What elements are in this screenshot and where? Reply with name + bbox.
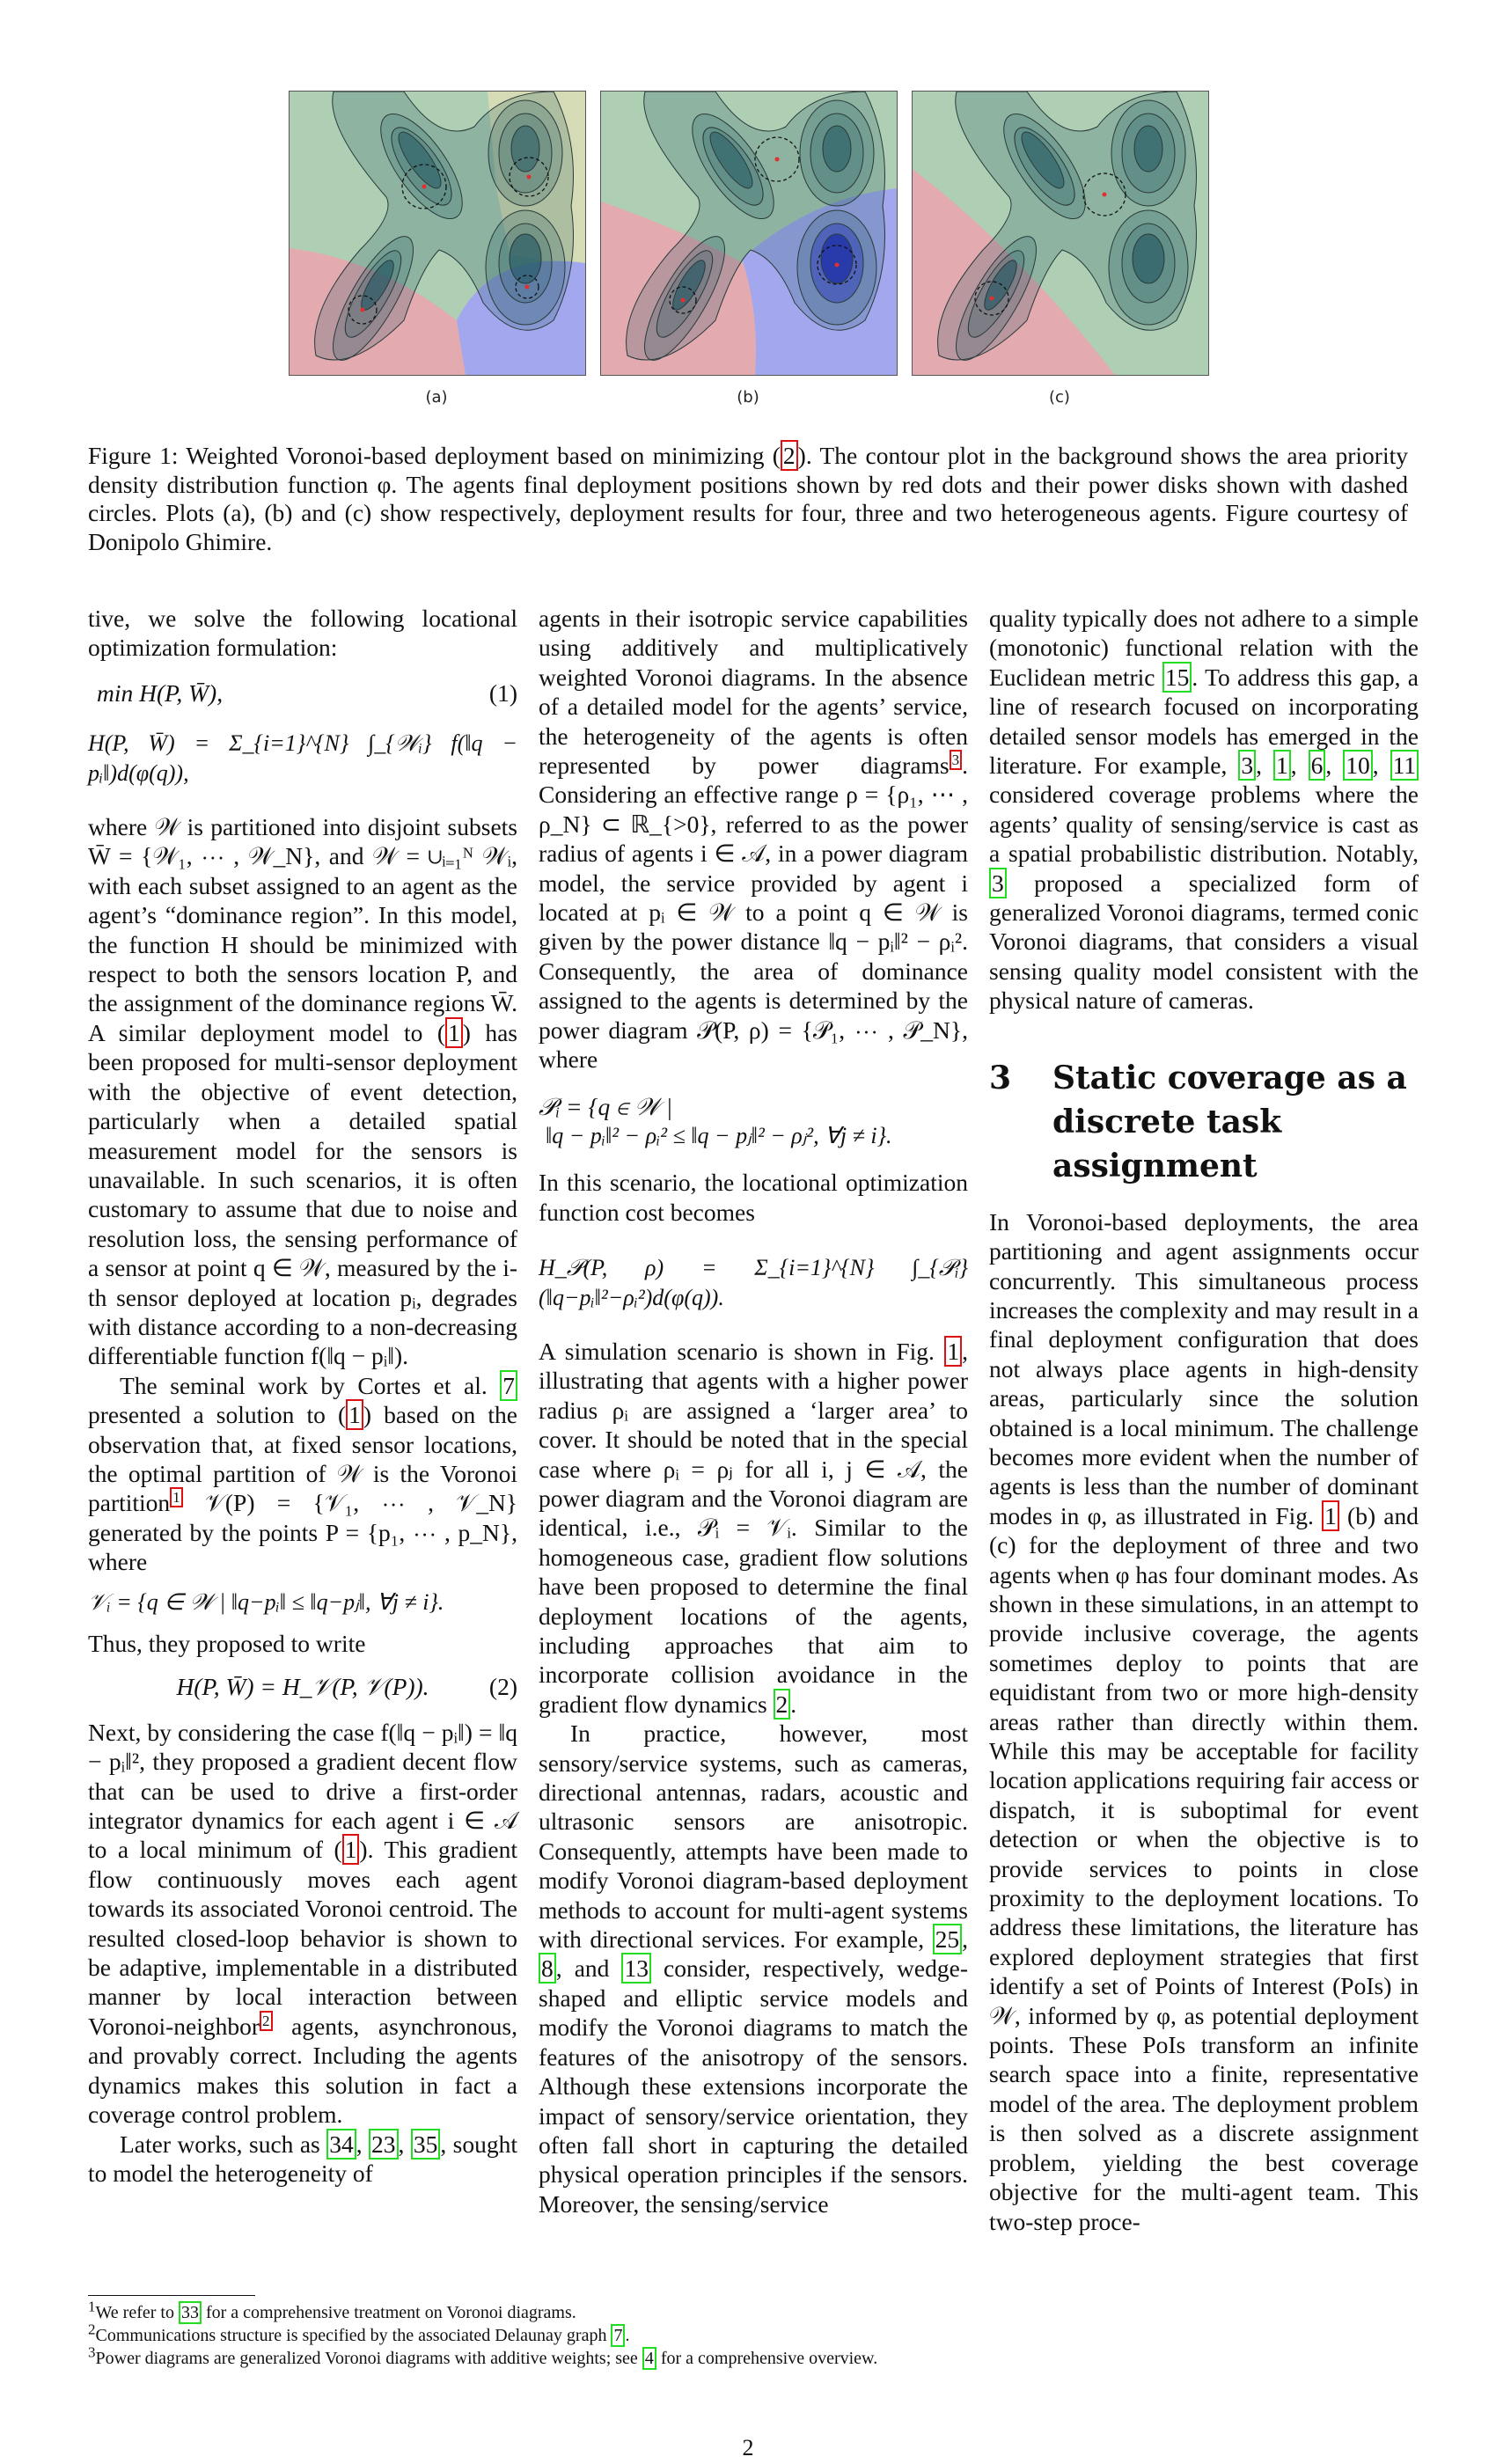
section-heading: [989, 1056, 1419, 1188]
citation-link[interactable]: 2: [774, 1689, 791, 1720]
paragraph: [88, 1718, 517, 2130]
footnote-number: 3: [88, 2343, 96, 2361]
equation-voronoi: 𝒱ᵢ = {q ∈ 𝒲 | ‖q−pᵢ‖ ≤ ‖q−pⱼ‖, ∀j ≠ i}.: [88, 1588, 444, 1615]
equation-ref-link[interactable]: 1: [445, 1017, 463, 1048]
text: In practice, however, most sensory/service systems, such as cameras, directional antennas, radars, acoustic and ultrasonic sensors are anisotropic. Consequently, attempts have been made to modify Voronoi diagram-based deployment methods to account for multi-agent systems with directional services. For example,: [539, 1720, 968, 1954]
footnote-divider: [88, 2295, 255, 2296]
footnote-number: 2: [88, 2321, 96, 2338]
text: .: [790, 1690, 797, 1718]
contour-plot-c: [913, 92, 1208, 375]
equation-power-cell: [539, 1092, 968, 1151]
equation-number: (1): [488, 678, 517, 707]
citation-link[interactable]: 7: [500, 1370, 517, 1401]
paragraph: Thus, they proposed to write: [88, 1630, 366, 1657]
footnote-1: [88, 2298, 1408, 2324]
text: for a comprehensive treatment on Voronoi diagrams.: [201, 2303, 576, 2322]
citation-link[interactable]: 1: [1273, 750, 1291, 781]
footnote-link[interactable]: 3: [950, 750, 963, 770]
text: quality typically does not adhere to a simple (monotonic) functional relation with the Euclidean metric: [989, 605, 1419, 691]
caption-text: ). The contour plot in the background shows the area priority density distribution function φ. The agents final deployment positions shown by red dots and their power disks shown with dashed circles. Plots (a), (b) and (c) show respectively, deployment results for four, three and two heterogeneous agents. Figure courtesy of Donipolo Ghimire.: [88, 442, 1408, 555]
text: We refer to: [95, 2303, 179, 2322]
citation-link[interactable]: 11: [1390, 750, 1419, 781]
panel-label-b: (b): [737, 388, 759, 407]
section-number: 3: [989, 1059, 1012, 1096]
equation-text: 𝒫ᵢ = {q ∈ 𝒲 |: [539, 1092, 673, 1120]
panel-label-a: (a): [425, 388, 448, 407]
text: , illustrating that agents with a higher power radius ρᵢ are assigned a ‘larger area’ to cover. It should be noted that in the special case where ρᵢ = ρⱼ for all i, j ∈ 𝒜, the power diagram and the Voronoi diagram are identical, i.e., 𝒫ᵢ = 𝒱ᵢ. Similar to the homogeneous case, gradient flow solutions have been proposed to determine the final deployment locations of the agents, including approaches that aim to incorporate collision avoidance in the gradient flow dynamics: [539, 1337, 968, 1718]
paragraph: tive, we solve the following locational optimization formulation:: [88, 605, 517, 662]
text: ). This gradient flow continuously moves each agent towards its associated Voronoi centroid. The resulted closed-loop behavior is shown to be adaptive, implementable in a distributed manner by local interaction between Voronoi-neighbor: [88, 1836, 517, 2040]
text: considered coverage problems where the agents’ quality of sensing/service is cast as a spatial probabilistic distribution. Notably,: [989, 781, 1419, 868]
text: .: [625, 2326, 630, 2345]
page-number: 2: [742, 2435, 754, 2460]
citation-link[interactable]: 8: [539, 1953, 556, 1984]
equation-text: H(P, W̄) = H_𝒱(P, 𝒱(P)).: [176, 1673, 429, 1701]
equation-text: ‖q − pᵢ‖² − ρᵢ² ≤ ‖q − pⱼ‖² − ρⱼ², ∀j ≠ i}.: [546, 1122, 892, 1148]
text: (b) and (c) for the deployment of three and two agents when φ has four dominant modes. As shown in these simulations, in an attempt to provide inclusive coverage, the agents sometimes deploy to points that are equidistant from two or more high-density areas rather than directly within them. While this may be acceptable for facility location applications requiring fair access or dispatch, it is suboptimal for event detection or when the objective is to provide services to points in close proximity to the deployment locations. To address these limitations, the literature has explored deployment strategies that first identify a set of Points of Interest (PoIs) in 𝒲, informed by φ, as potential deployment points. These PoIs transform an infinite search space into a finite, representative model of the area. The deployment problem is then solved as a discrete assignment problem, yielding the best coverage objective for the multi-agent team. This two-step proce-: [989, 1501, 1419, 2235]
text: In Voronoi-based deployments, the area partitioning and agent assignments occur concurrently. This simultaneous process increases the complexity and may result in a final deployment configuration that does not always place agents in high-density areas, particularly since the solution obtained is a local minimum. The challenge becomes more evident when the number of agents is less than the number of dominant modes in φ, as illustrated in Fig.: [989, 1207, 1419, 1529]
citation-link[interactable]: 34: [326, 2129, 356, 2160]
footnote-link[interactable]: 2: [260, 2011, 273, 2031]
equation-text: min H(P, W̄),: [97, 678, 224, 707]
equation-ref-link[interactable]: 1: [346, 1399, 363, 1430]
citation-link[interactable]: 13: [621, 1953, 651, 1984]
equation-number: (2): [488, 1673, 517, 1701]
text: Next, by considering the case f(‖q − pᵢ‖) = ‖q − pᵢ‖², they proposed a gradient decent flow that can be used to drive a first-order integrator dynamics for each agent i ∈ 𝒜 to a local minimum of (: [88, 1718, 517, 1864]
text: A simulation scenario is shown in Fig.: [539, 1337, 945, 1365]
footnote-link[interactable]: 1: [170, 1487, 183, 1507]
paragraph: [539, 604, 968, 1074]
text: proposed a specialized form of generalized Voronoi diagrams, termed conic Voronoi diagrams, that considers a visual sensing quality model consistent with the physical nature of cameras.: [989, 869, 1419, 1015]
citation-link[interactable]: 3: [1238, 750, 1256, 781]
equation-2: [88, 1672, 517, 1701]
citation-link[interactable]: 3: [989, 868, 1007, 898]
figure-panel-a: [289, 91, 586, 376]
paragraph: [539, 1719, 968, 2218]
text-column-3: [989, 604, 1419, 2236]
section-title: Static coverage as a discrete task assignment: [1052, 1059, 1407, 1184]
figure-ref-link[interactable]: 1: [1322, 1500, 1339, 1531]
footnotes: [88, 2298, 1408, 2371]
footnote-2: [88, 2321, 1408, 2347]
paragraph: Later works, such as 34 , 23 , 35 , sought to model the heterogeneity of: [88, 2130, 518, 2187]
text: , and: [555, 1954, 622, 1983]
paragraph: quality typically does not adhere to a simple (monotonic) functional relation with the Euclidean metric 15 . To address this gap, a line of research focused on incorporating detailed sensor models has emerged in the literature. For example, 3 , 1 , 6 , 10 , 11 considered coverage problems where the agents’ quality of sensing/service is cast as a spatial probabilistic distribution. Notably, 3 proposed a specialized form of generalized Voronoi diagrams, termed conic Voronoi diagrams, that considers a visual sensing quality model consistent with the physical nature of cameras.: [989, 605, 1419, 1015]
text: The seminal work by Cortes et al.: [120, 1371, 501, 1399]
citation-link[interactable]: 25: [933, 1924, 963, 1954]
equation-ref-link[interactable]: 1: [342, 1834, 360, 1865]
text: , sought to model the heterogeneity of: [88, 2130, 518, 2187]
paragraph: [88, 1371, 517, 1577]
citation-link[interactable]: 15: [1162, 662, 1192, 693]
paragraph: [88, 812, 517, 1371]
figure-panel-b: [600, 91, 898, 376]
equation-text: H(P, W̄) = Σ_{i=1}^{N} ∫_{𝒲ᵢ} f(‖q − pᵢ‖)d(φ(q)),: [88, 730, 517, 786]
text: for a comprehensive overview.: [656, 2349, 878, 2368]
figure-panel-c: [912, 91, 1209, 376]
figure-1: [289, 91, 1216, 407]
citation-link[interactable]: 7: [611, 2324, 625, 2347]
text: 𝒱(P) = {𝒱₁, ⋯ , 𝒱_N} generated by the points P = {p₁, ⋯ , p_N}, where: [88, 1489, 517, 1576]
figure-caption: [88, 442, 1408, 556]
citation-link[interactable]: 23: [369, 2129, 399, 2160]
text: ) has been proposed for multi-sensor deployment with the objective of event detection, particularly when a detailed spatial measurement model for the sensors is unavailable. In such scenarios, it is often customary to assume that due to noise and resolution loss, the sensing performance of a sensor at point q ∈ 𝒲, measured by the i-th sensor deployed at location pᵢ, degrades with distance according to a non-decreasing differentiable function f(‖q − pᵢ‖).: [88, 1018, 517, 1370]
citation-link[interactable]: 10: [1343, 750, 1373, 781]
contour-plot-b: [601, 92, 897, 375]
text: Later works, such as: [120, 2130, 327, 2158]
equation-power-cost: H_𝒫(P, ρ) = Σ_{i=1}^{N} ∫_{𝒫ᵢ} (‖q−pᵢ‖²−ρᵢ²)d(φ(q)).: [539, 1255, 968, 1310]
caption-text: Figure 1: Weighted Voronoi-based deployment based on minimizing (: [88, 442, 781, 469]
footnote-3: [88, 2343, 1408, 2370]
paragraph: [539, 1337, 968, 1719]
text: . Considering an effective range ρ = {ρ₁, ⋯ , ρ_N} ⊂ ℝ_{>0}, referred to as the power radius of agents i ∈ 𝒜, in a power diagram model, the service provided by agent i located at pᵢ ∈ 𝒲 to a point q ∈ 𝒲 is given by the power distance ‖q − pᵢ‖² − ρᵢ². Consequently, the area of dominance assigned to the agents is determined by the power diagram 𝒫(P, ρ) = {𝒫₁, ⋯ , 𝒫_N}, where: [539, 752, 968, 1074]
text-column-2: [539, 604, 968, 2218]
text: ) based on the observation that, at fixed sensor locations, the optimal partition of 𝒲 is the Voronoi partition: [88, 1401, 517, 1517]
footnote-number: 1: [88, 2298, 96, 2315]
text: where 𝒲 is partitioned into disjoint subsets W̄ = {𝒲₁, ⋯ , 𝒲_N}, and 𝒲 = ∪ᵢ₌₁ᴺ 𝒲ᵢ, with each subset assigned to an agent as the agent’s “dominance region”. In this model, the function H should be minimized with respect to both the sensors location P, and the assignment of the dominance regions W̄. A similar deployment model to (: [88, 813, 517, 1046]
paragraph: [989, 1207, 1419, 2236]
text: consider, respectively, wedge-shaped and elliptic service models and modify the Voronoi diagrams to match the features of the anisotropy of the sensors. Although these extensions incorporate the impact of sensory/service orientation, they often fall short in capturing the detailed physical operation principles if the sensors. Moreover, the sensing/service: [539, 1954, 968, 2218]
text: ,: [962, 1925, 968, 1954]
text-column-1: [88, 604, 517, 2188]
text: Communications structure is specified by the associated Delaunay graph: [95, 2326, 612, 2345]
equation-ref-link[interactable]: 2: [781, 440, 798, 471]
figure-ref-link[interactable]: 1: [944, 1336, 962, 1367]
text: agents, asynchronous, and provably correct. Including the agents dynamics makes this solution in fact a coverage control problem.: [88, 2012, 517, 2129]
paragraph: In this scenario, the locational optimization function cost becomes: [539, 1169, 968, 1226]
citation-link[interactable]: 35: [411, 2129, 441, 2160]
panel-label-c: (c): [1049, 388, 1070, 407]
citation-link[interactable]: 33: [179, 2301, 202, 2324]
equation-1: [88, 678, 517, 788]
text: Power diagrams are generalized Voronoi diagrams with additive weights; see: [95, 2349, 642, 2368]
text: agents in their isotropic service capabilities using additively and multiplicatively weighted Voronoi diagrams. In the absence of a detailed model for the agents’ service, the heterogeneity of the agents is often represented by power diagrams: [539, 605, 968, 780]
text: . To address this gap, a line of research focused on incorporating detailed sensor models has emerged in the literature. For example,: [989, 663, 1419, 780]
contour-plot-a: [290, 92, 585, 375]
citation-link[interactable]: 4: [642, 2347, 656, 2370]
text: presented a solution to (: [88, 1401, 347, 1429]
citation-link[interactable]: 6: [1309, 750, 1326, 781]
